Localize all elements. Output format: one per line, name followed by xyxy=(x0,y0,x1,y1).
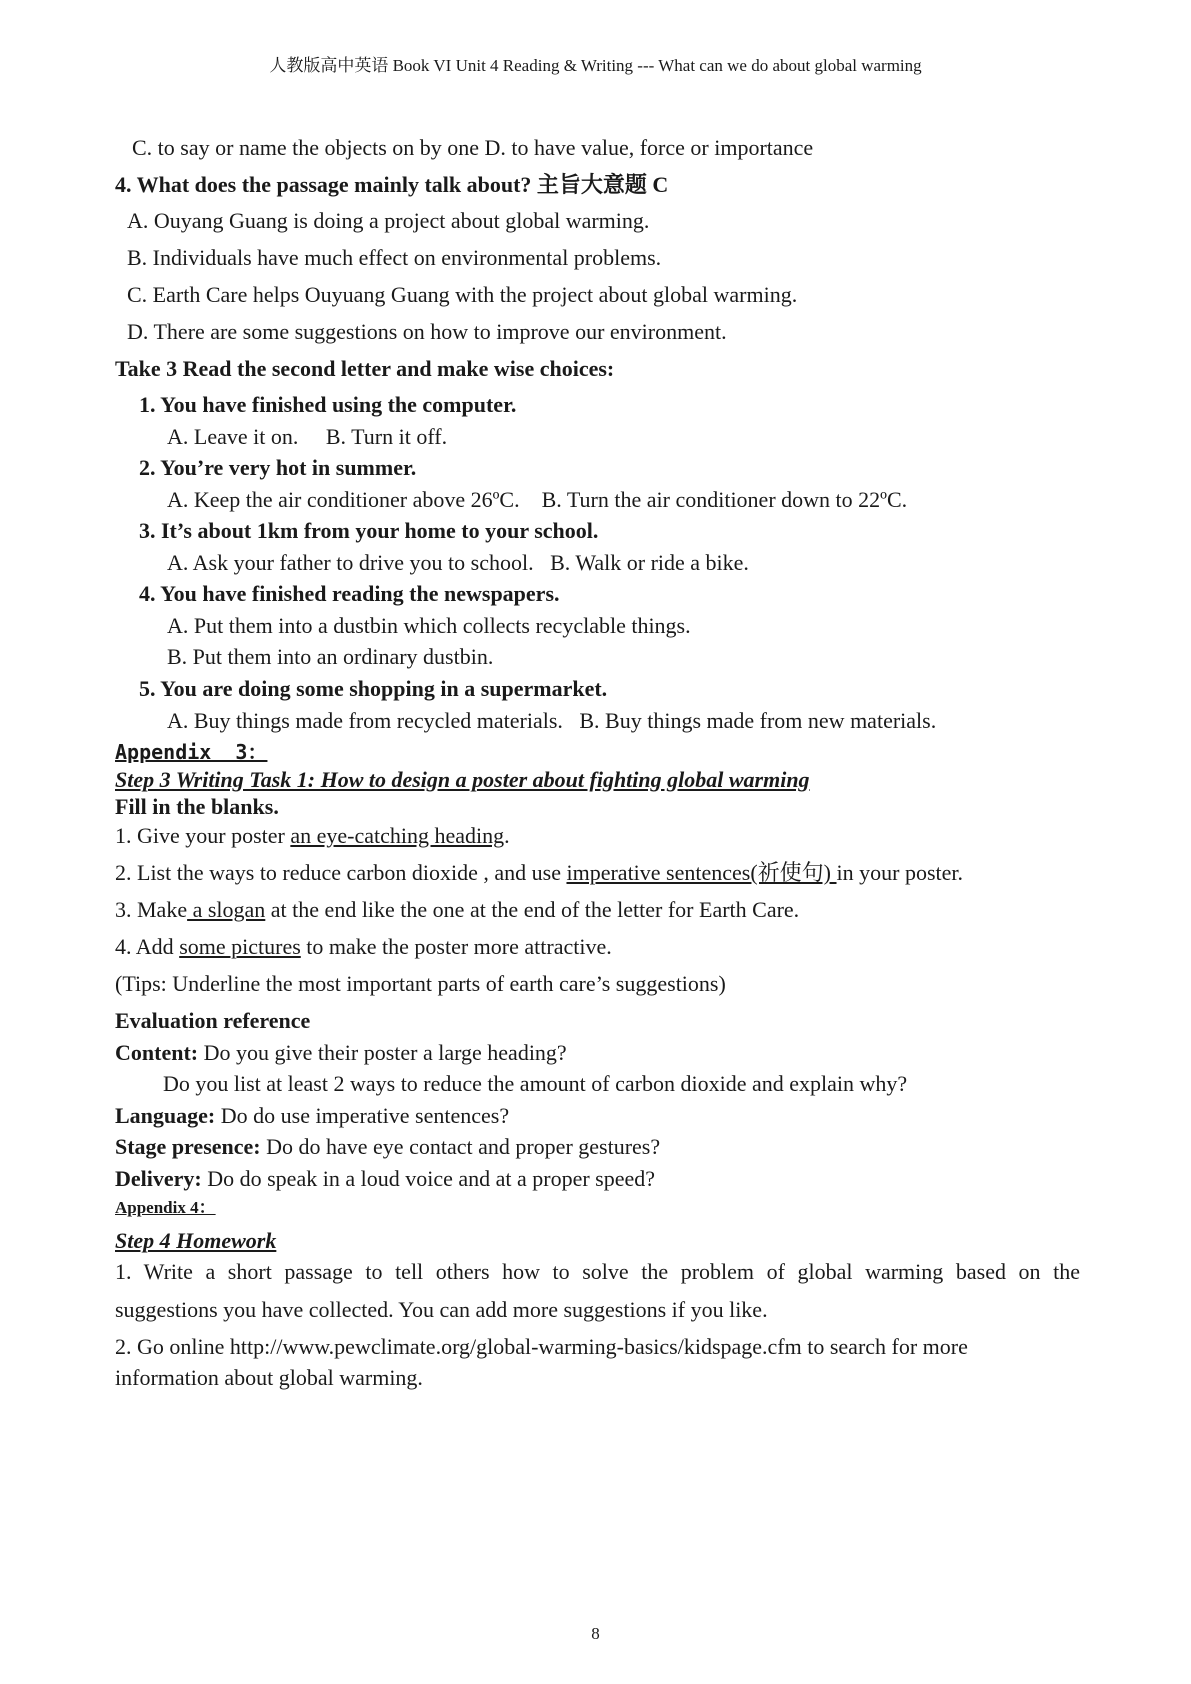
take3-q4-option-b: B. Put them into an ordinary dustbin. xyxy=(167,644,494,669)
fill-line-2-end: in your poster. xyxy=(836,860,964,885)
q4-option-b: B. Individuals have much effect on environmental problems. xyxy=(127,245,662,270)
evaluation-content-2: Do you list at least 2 ways to reduce the amount of carbon dioxide and explain why? xyxy=(163,1071,908,1096)
homework-2-line-2: information about global warming. xyxy=(115,1365,423,1390)
take3-q3-options: A. Ask your father to drive you to school. B. Walk or ride a bike. xyxy=(167,550,749,575)
evaluation-delivery xyxy=(115,1165,655,1193)
evaluation-stage-text: Do do have eye contact and proper gestures? xyxy=(260,1134,661,1159)
take3-q5: 5. You are doing some shopping in a supermarket. xyxy=(139,676,608,701)
fill-line-2-answer: imperative sentences(祈使句) xyxy=(566,860,837,885)
evaluation-stage-label: Stage presence: xyxy=(115,1134,261,1159)
fill-line-3 xyxy=(115,896,799,924)
fill-line-4 xyxy=(115,933,612,961)
page-number: 8 xyxy=(591,1624,600,1643)
take3-q1-options: A. Leave it on. B. Turn it off. xyxy=(167,424,448,449)
fill-blanks-title: Fill in the blanks. xyxy=(115,794,279,819)
evaluation-content xyxy=(115,1039,567,1067)
q3-options-cd: C. to say or name the objects on by one D. to have value, force or importance xyxy=(132,135,814,160)
fill-line-3-answer: a slogan xyxy=(187,897,266,922)
fill-line-4-text: 4. Add xyxy=(115,934,180,959)
fill-line-1 xyxy=(115,822,510,850)
tips-line: (Tips: Underline the most important parts of earth care’s suggestions) xyxy=(115,971,726,996)
homework-1-line-1: 1. Write a short passage to tell others how to solve the problem of global warming based on the xyxy=(115,1259,1080,1284)
fill-line-1-answer: an eye-catching heading xyxy=(290,823,505,848)
take3-q2: 2. You’re very hot in summer. xyxy=(139,455,417,480)
fill-line-2-text: 2. List the ways to reduce carbon dioxide , and use xyxy=(115,860,567,885)
homework-1-line-2: suggestions you have collected. You can add more suggestions if you like. xyxy=(115,1297,768,1322)
evaluation-language-text: Do do use imperative sentences? xyxy=(215,1103,510,1128)
step3-title: Step 3 Writing Task 1: How to design a poster about fighting global warming xyxy=(115,767,810,792)
evaluation-title: Evaluation reference xyxy=(115,1008,311,1033)
evaluation-delivery-label: Delivery: xyxy=(115,1166,202,1191)
evaluation-stage xyxy=(115,1133,660,1161)
fill-line-4-end: to make the poster more attractive. xyxy=(300,934,612,959)
q4-question: 4. What does the passage mainly talk about? 主旨大意题 C xyxy=(115,172,669,197)
evaluation-content-label: Content: xyxy=(115,1040,199,1065)
take3-q1: 1. You have finished using the computer. xyxy=(139,392,517,417)
fill-line-1-end: . xyxy=(504,823,510,848)
fill-line-3-text: 3. Make xyxy=(115,897,188,922)
evaluation-content-text: Do you give their poster a large heading? xyxy=(198,1040,567,1065)
take3-q4: 4. You have finished reading the newspapers. xyxy=(139,581,560,606)
take3-q5-options: A. Buy things made from recycled materials. B. Buy things made from new materials. xyxy=(167,708,937,733)
fill-line-1-text: 1. Give your poster xyxy=(115,823,291,848)
fill-line-3-end: at the end like the one at the end of the letter for Earth Care. xyxy=(265,897,800,922)
step4-title: Step 4 Homework xyxy=(115,1228,277,1253)
take3-title: Take 3 Read the second letter and make wise choices: xyxy=(115,356,615,381)
evaluation-language xyxy=(115,1102,509,1130)
evaluation-delivery-text: Do do speak in a loud voice and at a proper speed? xyxy=(201,1166,656,1191)
page-header: 人教版高中英语 Book VI Unit 4 Reading & Writing --- What can we do about global warming xyxy=(269,56,922,75)
evaluation-language-label: Language: xyxy=(115,1103,216,1128)
take3-q3: 3. It’s about 1km from your home to your school. xyxy=(139,518,599,543)
q4-option-a: A. Ouyang Guang is doing a project about global warming. xyxy=(127,208,650,233)
take3-q2-options: A. Keep the air conditioner above 26ºC. B. Turn the air conditioner down to 22ºC. xyxy=(167,487,908,512)
take3-q4-option-a: A. Put them into a dustbin which collects recyclable things. xyxy=(167,613,691,638)
fill-line-2 xyxy=(115,859,963,887)
appendix3-label: Appendix 3： xyxy=(115,740,268,764)
q4-option-c: C. Earth Care helps Ouyuang Guang with the project about global warming. xyxy=(127,282,798,307)
homework-2-line-1: 2. Go online http://www.pewclimate.org/global-warming-basics/kidspage.cfm to search for more xyxy=(115,1334,968,1359)
fill-line-4-answer: some pictures xyxy=(179,934,301,959)
q4-option-d: D. There are some suggestions on how to improve our environment. xyxy=(127,319,727,344)
appendix4-label: Appendix 4： xyxy=(115,1198,216,1217)
